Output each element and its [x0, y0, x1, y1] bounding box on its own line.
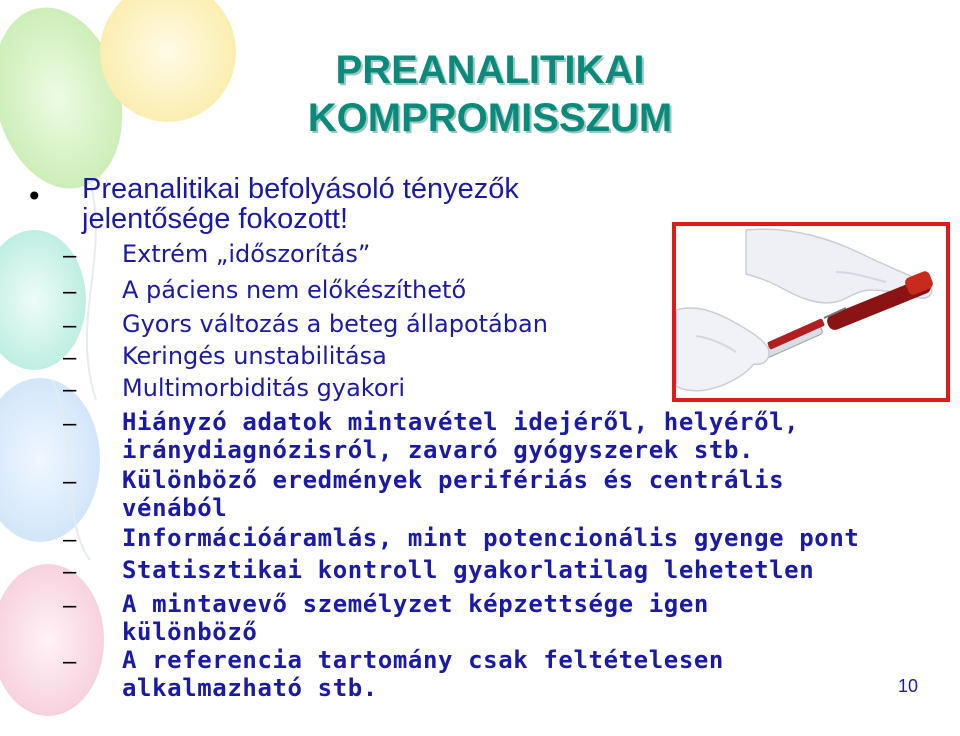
slide-title	[200, 46, 780, 142]
balloon-shape	[0, 564, 104, 716]
sub-bullet-item: iránydiagnózisról, zavaró gyógyszerek stb.	[122, 436, 755, 464]
dash-bullet-icon: –	[63, 558, 77, 585]
sub-bullet-item: Gyors változás a beteg állapotában	[122, 310, 548, 338]
dash-bullet-icon: –	[63, 376, 77, 403]
sub-bullet-item: Keringés unstabilitása	[122, 342, 387, 370]
dash-bullet-icon: –	[63, 468, 77, 495]
sub-bullet-item: alkalmazható stb.	[122, 674, 378, 702]
main-bullet	[82, 174, 762, 234]
page-number: 10	[898, 676, 919, 696]
title-line: PREANALITIKAI	[335, 48, 645, 92]
sub-bullet-item: A mintavevő személyzet képzettsége igen	[122, 590, 709, 618]
sub-bullet-item: különböző	[122, 618, 258, 646]
sub-bullet-item: A páciens nem előkészíthető	[122, 276, 467, 304]
sub-bullet-item: Extrém „időszorítás”	[122, 240, 371, 268]
bullet-dot-icon: •	[26, 180, 43, 213]
main-bullet-line: jelentősége fokozott!	[82, 203, 349, 235]
dash-bullet-icon: –	[63, 278, 77, 305]
main-bullet-line: Preanalitikai befolyásoló tényezők	[82, 173, 519, 205]
syringe-photo	[672, 222, 950, 402]
dash-bullet-icon: –	[63, 344, 77, 371]
dash-bullet-icon: –	[63, 526, 77, 553]
sub-bullet-item: vénából	[122, 494, 228, 522]
sub-bullet-item: Információáramlás, mint potencionális gyenge pont	[122, 524, 860, 552]
sub-bullet-item: Különböző eredmények perifériás és centrális	[122, 466, 785, 494]
title-line: KOMPROMISSZUM	[307, 96, 673, 140]
sub-bullet-item: Hiányzó adatok mintavétel idejéről, helyéről,	[122, 408, 800, 436]
dash-bullet-icon: –	[63, 410, 77, 437]
dash-bullet-icon: –	[63, 648, 77, 675]
dash-bullet-icon: –	[63, 242, 77, 269]
gloved-hands-syringe-icon	[676, 226, 946, 398]
sub-bullet-item: Statisztikai kontroll gyakorlatilag lehetetlen	[122, 556, 815, 584]
dash-bullet-icon: –	[63, 312, 77, 339]
sub-bullet-item: A referencia tartomány csak feltételesen	[122, 646, 724, 674]
sub-bullet-item: Multimorbiditás gyakori	[122, 374, 406, 402]
dash-bullet-icon: –	[63, 592, 77, 619]
